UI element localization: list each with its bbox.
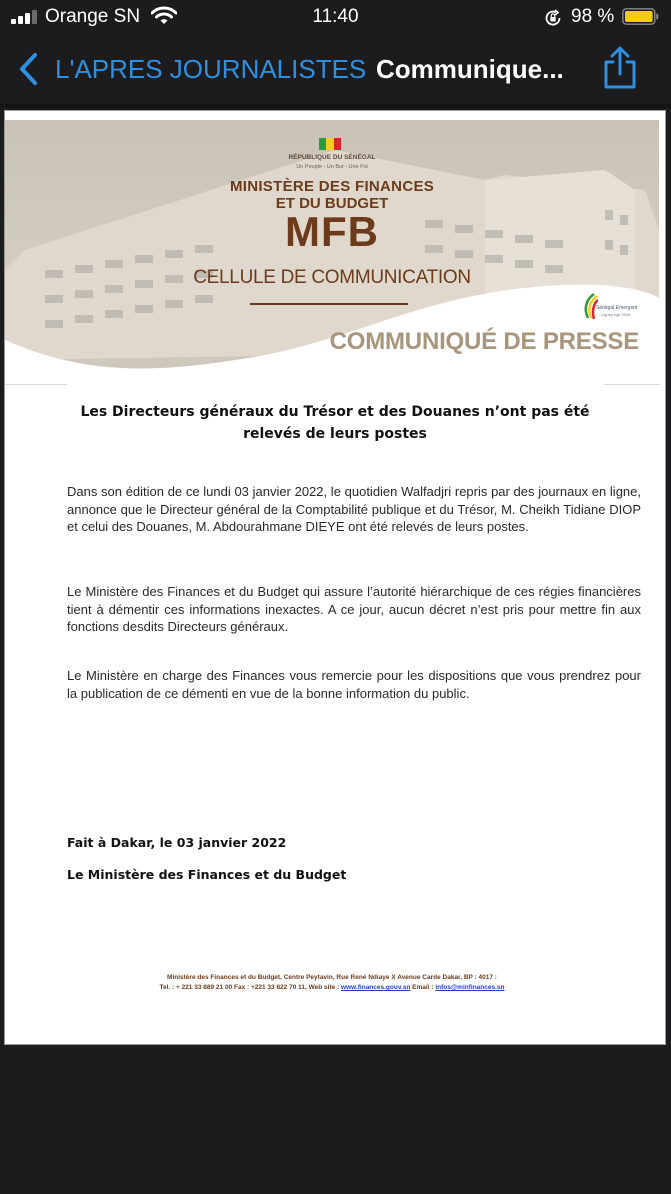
- senegal-flag-icon: [319, 138, 341, 150]
- motto: Un Peuple - Un But - Une Foi: [296, 164, 368, 170]
- paragraph-3: Le Ministère en charge des Finances vous remercie pour les dispositions que vous prendrez pour la publication de ce démenti en vue de la bonne information du public.: [67, 668, 641, 701]
- ministry-acronym: MFB: [285, 208, 379, 255]
- signatory: Le Ministère des Finances et du Budget: [67, 867, 347, 882]
- paragraph-2: Le Ministère des Finances et du Budget qui assure l’autorité hiérarchique de ces régies financières tient à démentir ces informations inexactes. A ce jour, aucun décret n’est pris pour mettre fin aux fonctions desdits Directeurs généraux.: [67, 584, 641, 634]
- clock: 11:40: [312, 6, 359, 27]
- orientation-lock-icon: [544, 9, 562, 27]
- senegal-emergent-label: Sénégal Emergent: [596, 305, 638, 311]
- carrier-name: Orange SN: [45, 6, 141, 27]
- email-label: Email :: [410, 984, 436, 991]
- document-page[interactable]: [4, 110, 666, 1045]
- chevron-left-icon[interactable]: [18, 52, 40, 86]
- paragraph-1: Dans son édition de ce lundi 03 janvier 2022, le quotidien Walfadjri repris par des journaux en ligne, annonce que le Directeur général de la Comptabilité publique et du Trésor, M. Cheikh Tidiane DIOP et celui des Douanes, M. Abdourahmane DIEYE ont été relevés de leurs postes.: [67, 484, 641, 534]
- email-link[interactable]: infos@minfinances.sn: [435, 984, 505, 991]
- contact-footer: [5, 973, 659, 993]
- ministry-name-line1: MINISTÈRE DES FINANCES: [229, 178, 435, 195]
- status-bar: [0, 0, 671, 36]
- footer-address: Ministère des Finances et du Budget, Centre Peytavin, Rue René Ndiaye X Avenue Carde Dakar, BP : 4017 :: [167, 974, 497, 981]
- press-release-banner: [5, 120, 659, 385]
- press-release-heading: COMMUNIQUÉ DE PRESSE: [329, 328, 639, 355]
- communication-unit: CELLULE DE COMMUNICATION: [193, 267, 471, 288]
- banner-rule: [250, 303, 408, 305]
- place-date: Fait à Dakar, le 03 janvier 2022: [67, 835, 287, 850]
- share-icon[interactable]: [602, 46, 638, 90]
- battery-percent: 98 %: [571, 6, 615, 27]
- back-button[interactable]: L'APRES JOURNALISTES: [55, 54, 367, 84]
- nav-divider: [0, 104, 671, 108]
- website-link[interactable]: www.finances.gouv.sn: [341, 984, 411, 991]
- footer-contact-line: [5, 983, 659, 993]
- document-title: Les Directeurs généraux du Trésor et des Douanes n’ont pas été relevés de leurs postes: [80, 404, 590, 442]
- footer-phone-fax: Tel. : + 221 33 889 21 00 Fax : +221 33 822 70 11, Web site :: [159, 984, 342, 991]
- divider-right: [604, 384, 660, 385]
- senegal-emergent-tagline: Liguey ngir 2035: [601, 312, 631, 317]
- navigation-bar: [0, 36, 671, 104]
- battery-icon: [622, 8, 659, 25]
- republic-label: RÉPUBLIQUE DU SÉNÉGAL: [288, 154, 376, 161]
- divider-left: [5, 384, 67, 385]
- ministry-name-line2: ET DU BUDGET: [275, 195, 389, 212]
- page-title: Communique...: [376, 54, 564, 84]
